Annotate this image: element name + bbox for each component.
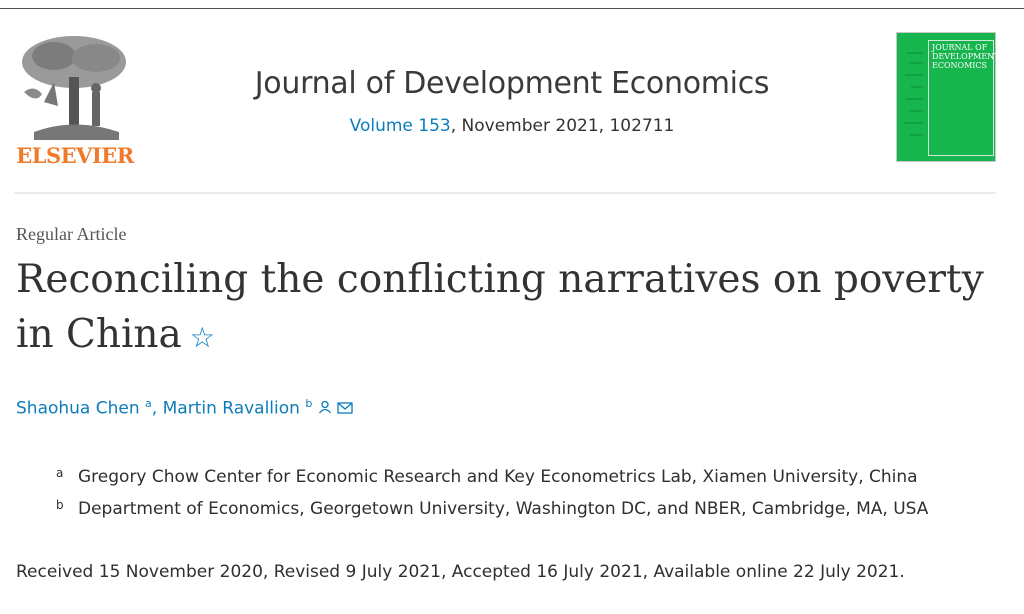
author-list — [16, 397, 353, 419]
affiliation-text: Gregory Chow Center for Economic Research and Key Econometrics Lab, Xiamen University, China — [78, 467, 918, 487]
article-title — [16, 252, 1006, 365]
envelope-icon[interactable] — [337, 399, 353, 419]
volume-link[interactable]: Volume 153 — [349, 116, 451, 136]
cover-title: JOURNAL OF DEVELOPMENT ECONOMICS — [932, 43, 1000, 70]
article-history-dates: Received 15 November 2020, Revised 9 July 2021, Accepted 16 July 2021, Available online 22 July 2021. — [16, 562, 905, 582]
issue-info — [0, 116, 1024, 136]
affiliations — [56, 461, 928, 525]
top-border — [0, 8, 1024, 9]
issue-details: , November 2021, 102711 — [450, 116, 675, 136]
header-divider — [14, 192, 996, 194]
author-link[interactable]: Martin Ravallion — [162, 398, 300, 419]
journal-title[interactable]: Journal of Development Economics — [254, 66, 770, 101]
star-icon[interactable]: ☆ — [189, 321, 215, 354]
affiliation-row — [56, 461, 928, 493]
article-type: Regular Article — [16, 224, 127, 244]
elsevier-wordmark: ELSEVIER — [16, 143, 134, 168]
cover-bars-icon — [897, 33, 927, 161]
author-affiliation-mark[interactable]: a — [145, 397, 152, 410]
author-separator: , — [151, 398, 163, 419]
journal-cover-image[interactable] — [896, 32, 1000, 162]
affiliation-row — [56, 493, 928, 525]
author-link[interactable]: Shaohua Chen — [16, 398, 140, 419]
author-affiliation-mark[interactable]: b — [305, 397, 313, 410]
person-icon[interactable] — [318, 399, 332, 419]
article-title-text: Reconciling the conflicting narratives on poverty in China — [16, 257, 984, 357]
affiliation-text: Department of Economics, Georgetown University, Washington DC, and NBER, Cambridge, MA, USA — [78, 499, 929, 519]
affiliation-mark: a — [56, 466, 64, 480]
affiliation-mark: b — [56, 498, 64, 512]
